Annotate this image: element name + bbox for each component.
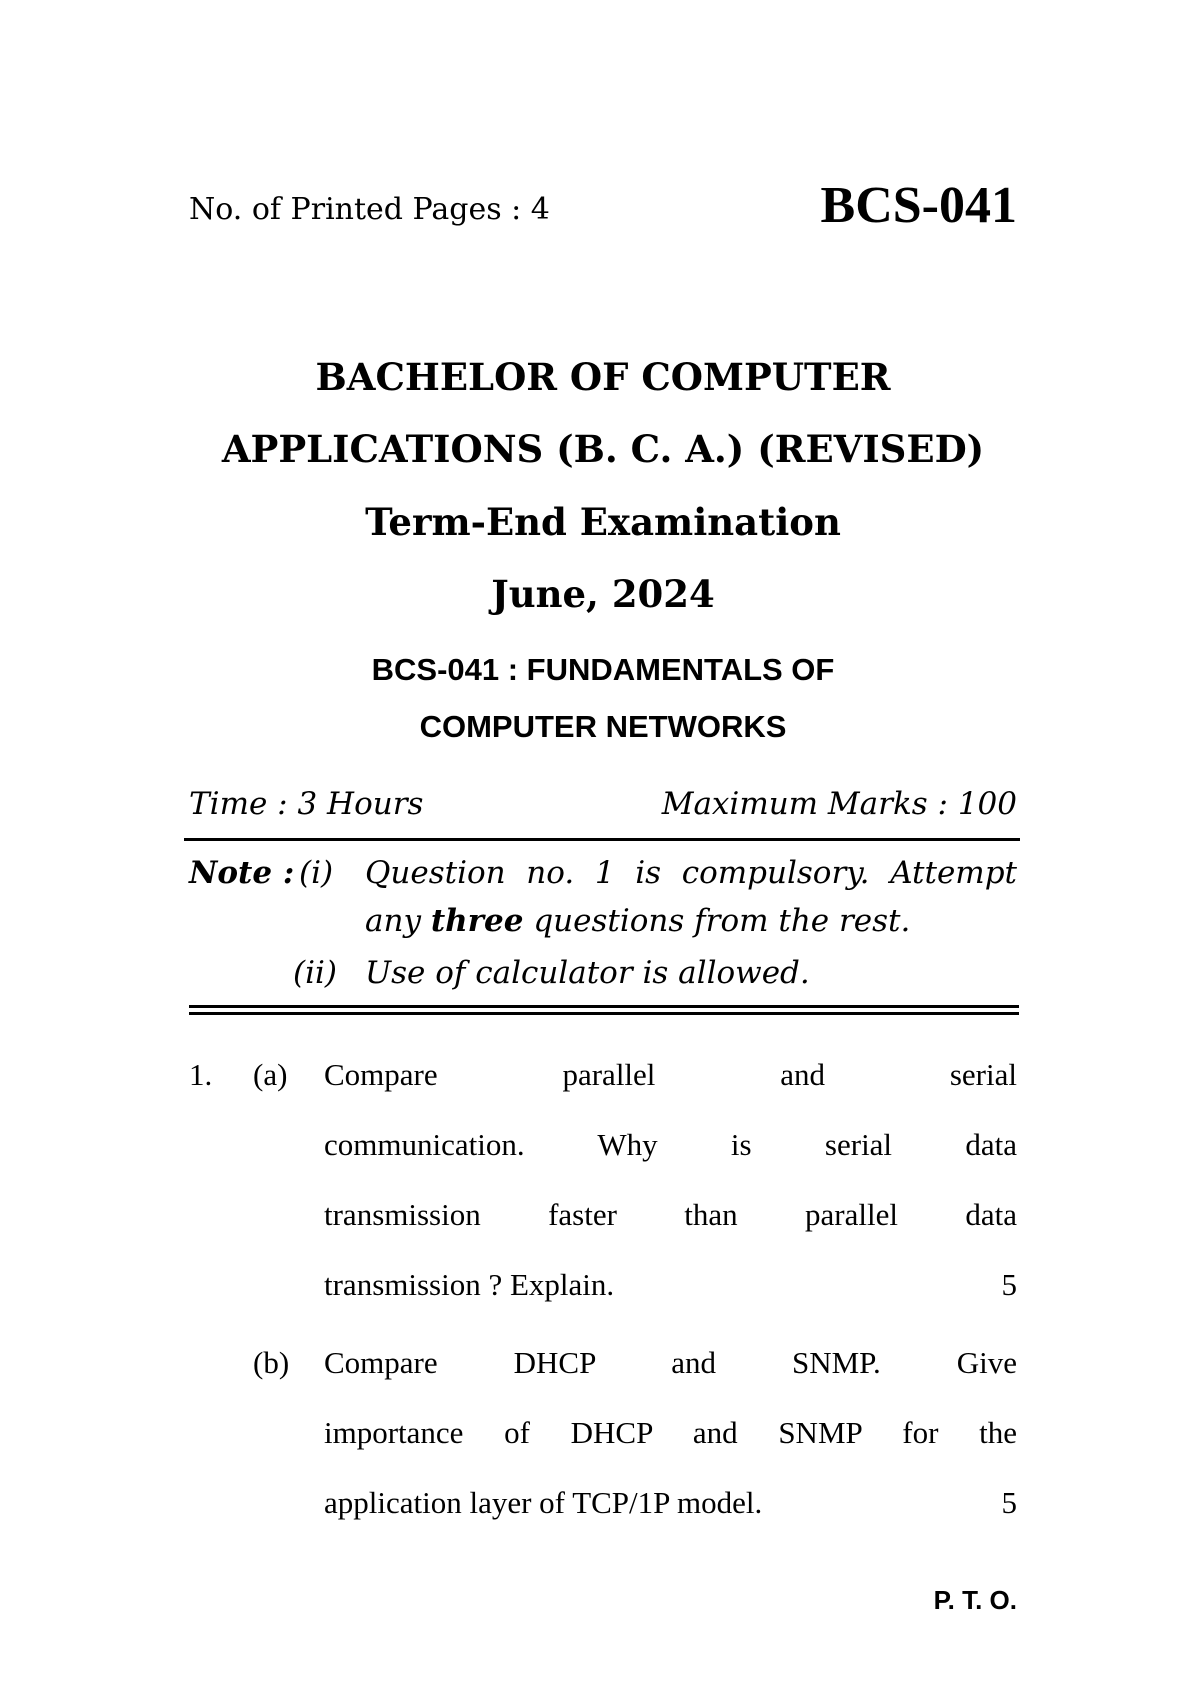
part-a-line-3: transmission faster than parallel data bbox=[324, 1197, 1017, 1232]
note-block bbox=[189, 855, 1017, 1005]
note-i-line-2-pre: any bbox=[365, 903, 431, 939]
note-i-line-1 bbox=[365, 855, 1017, 891]
note-i-line-1-text: Question no. 1 is compulsory. Attempt bbox=[365, 855, 1017, 891]
header-row bbox=[189, 176, 1017, 246]
course-code: BCS-041 bbox=[820, 177, 1017, 234]
exam-date: June, 2024 bbox=[491, 572, 715, 616]
note-i-line-2-post: questions from the rest. bbox=[523, 903, 911, 939]
part-a-label: (a) bbox=[253, 1057, 288, 1092]
note-i-number: (i) bbox=[299, 855, 334, 891]
note-ii-text: Use of calculator is allowed. bbox=[365, 955, 810, 991]
part-a-line-4: transmission ? Explain. bbox=[324, 1267, 615, 1302]
max-marks: Maximum Marks : 100 bbox=[661, 786, 1017, 822]
title-line-1: BACHELOR OF COMPUTER bbox=[315, 355, 891, 399]
part-b-marks: 5 bbox=[1001, 1485, 1017, 1520]
note-label bbox=[189, 855, 294, 891]
part-b-line-1: Compare DHCP and SNMP. Give bbox=[324, 1345, 1017, 1380]
note-ii-number: (ii) bbox=[293, 955, 338, 991]
subject-line-2: COMPUTER NETWORKS bbox=[419, 709, 787, 744]
subject-line-1: BCS-041 : FUNDAMENTALS OF bbox=[371, 652, 835, 687]
part-a-marks: 5 bbox=[1001, 1267, 1017, 1302]
divider-double-top bbox=[189, 1005, 1019, 1008]
printed-pages: No. of Printed Pages : 4 bbox=[189, 192, 550, 227]
part-a-line-2: communication. Why is serial data bbox=[324, 1127, 1017, 1162]
exam-info-row bbox=[189, 786, 1017, 826]
part-b-label: (b) bbox=[253, 1345, 290, 1380]
please-turn-over: P. T. O. bbox=[933, 1585, 1017, 1615]
divider-double-bottom bbox=[189, 1012, 1019, 1015]
part-b-line-3: application layer of TCP/1P model. bbox=[324, 1485, 763, 1520]
note-label-text: Note : bbox=[189, 855, 295, 891]
note-i-line-2 bbox=[365, 903, 1017, 939]
part-b-line-2: importance of DHCP and SNMP for the bbox=[324, 1415, 1017, 1450]
title-line-2: APPLICATIONS (B. C. A.) (REVISED) bbox=[221, 427, 985, 471]
exam-time: Time : 3 Hours bbox=[189, 786, 424, 822]
part-a-line-1: Compare parallel and serial bbox=[324, 1057, 1017, 1092]
exam-type: Term-End Examination bbox=[365, 500, 841, 544]
question-number: 1. bbox=[189, 1057, 213, 1092]
divider-single bbox=[184, 838, 1020, 841]
note-i-line-2-bold: three bbox=[430, 903, 524, 939]
